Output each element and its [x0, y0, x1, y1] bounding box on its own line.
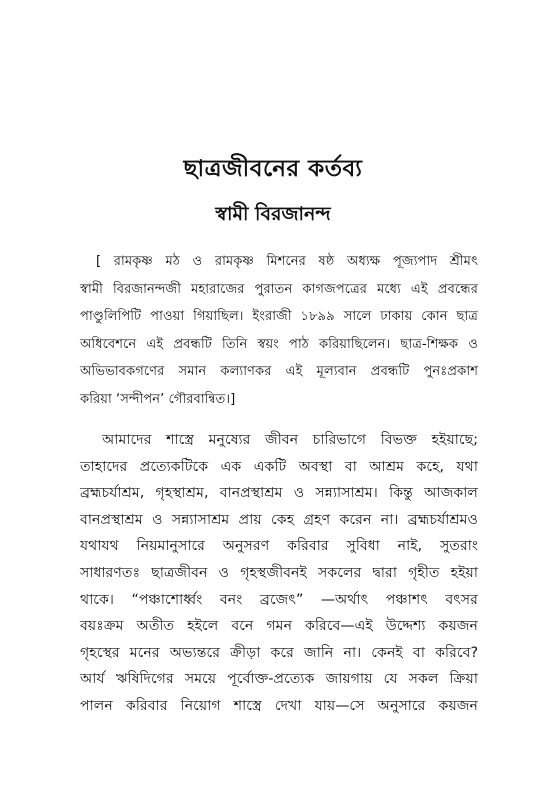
intro-note	[80, 248, 478, 414]
body-line: বয়ঃক্রম অতীত হইলে বনে গমন করিবে—এই উদ্দেশ্য কয়জন	[80, 618, 478, 635]
body-paragraph	[80, 427, 478, 720]
body-line: বানপ্রস্থাশ্রম ও সন্ন্যাসাশ্রম প্রায় কেহ গ্রহণ করেন না। ব্রহ্মচর্যাশ্রমও	[80, 511, 478, 528]
intro-line: স্বামী বিরজানন্দজী মহারাজের পুরাতন কাগজপত্রের মধ্যে এই প্রবন্ধের	[80, 281, 478, 297]
body-line: আর্য ঋষিদিগের সময়ে পূর্বোক্ত-প্রত্যেক জায়গায় যে সকল ক্রিয়া	[80, 671, 478, 688]
body-line: তাহাদের প্রত্যেকটিকে এক একটি অবস্থা বা আশ্রম কহে, যথা	[80, 458, 478, 475]
body-line: গৃহস্থের মনের অভ্যন্তরে ক্রীড়া করে জানি না। কেনই বা করিবে?	[80, 644, 478, 661]
body-line: আমাদের শাস্ত্রে মনুষ্যের জীবন চারিভাগে বিভক্ত হইয়াছে;	[102, 432, 478, 448]
body-line: সাধারণতঃ ছাত্রজীবন ও গৃহস্থজীবনই সকলের দ্বারা গৃহীত হইয়া	[80, 564, 478, 581]
intro-line: অধিবেশনে এই প্রবন্ধটি তিনি স্বয়ং পাঠ করিয়াছিলেন। ছাত্র-শিক্ষক ও	[80, 336, 478, 352]
body-line: থাকে। “পঞ্চাশোর্ধ্বং বনং ব্রজেৎ” —অর্থাৎ পঞ্চাশৎ বৎসর	[80, 591, 478, 608]
body-line: যথাযথ নিয়মানুসারে অনুসরণ করিবার সুবিধা নাই, সুতরাং	[80, 538, 478, 555]
body-line: ব্রহ্মচর্যাশ্রম, গৃহস্থাশ্রম, বানপ্রস্থাশ্রম ও সন্ন্যাসাশ্রম। কিন্তু আজকাল	[80, 485, 478, 502]
intro-line: করিয়া ‘সন্দীপন’ গৌরবান্বিত।]	[80, 391, 236, 407]
page-title: ছাত্রজীবনের কর্তব্য	[183, 156, 363, 182]
author-name: স্বামী বিরজানন্দ	[215, 203, 331, 225]
intro-line: [ রামকৃষ্ণ মঠ ও রামকৃষ্ণ মিশনের ষষ্ঠ অধ্যক্ষ পূজ্যপাদ শ্রীমৎ	[96, 254, 478, 269]
intro-line: পাণ্ডুলিপিটি পাওয়া গিয়াছিল। ইংরাজী ১৮৯৯ সালে ঢাকায় কোন ছাত্র	[80, 309, 478, 325]
body-line: পালন করিবার নিয়োগ শাস্ত্রে দেখা যায়—সে অনুসারে কয়জন	[80, 697, 478, 714]
intro-line: অভিভাবকগণের সমান কল্যাণকর এই মূল্যবান প্রবন্ধটি পুনঃপ্রকাশ	[80, 364, 478, 380]
